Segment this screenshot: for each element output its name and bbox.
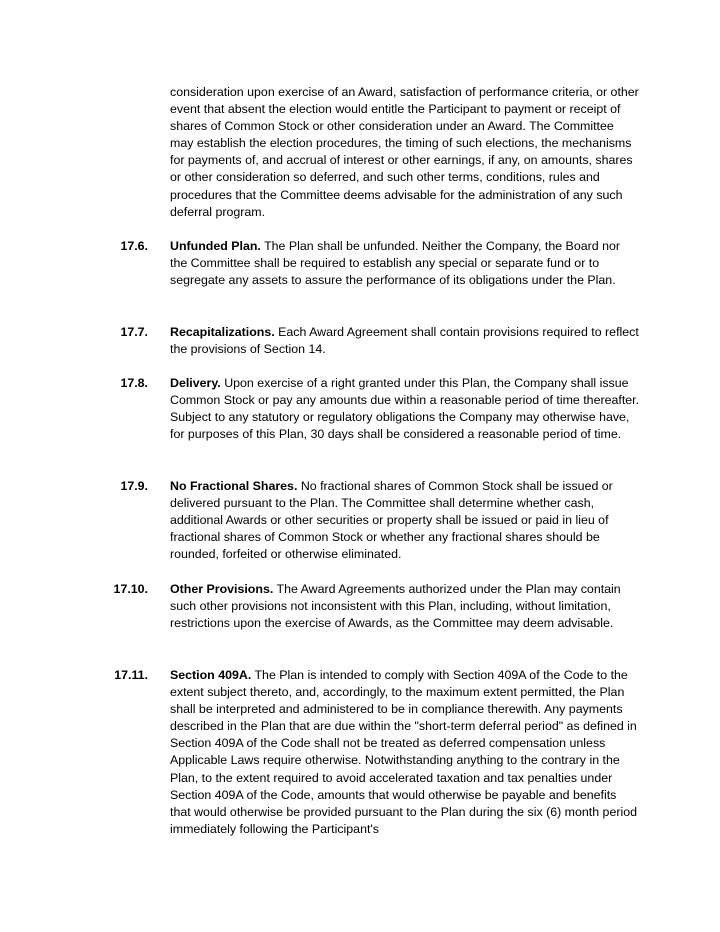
- section-paragraph: [170, 324, 640, 358]
- section-heading: Other Provisions.: [170, 582, 274, 596]
- section-heading: Unfunded Plan.: [170, 239, 261, 253]
- section-paragraph: [170, 238, 640, 289]
- section-body: The Plan shall be unfunded. Neither the Company, the Board nor the Committee shall be required to establish any special or separate fund or to segregate any assets to assure the performance of its obligations under the Plan.: [170, 239, 620, 288]
- section-body: Each Award Agreement shall contain provisions required to reflect the provisions of Section 14.: [170, 325, 639, 357]
- section-paragraph: [170, 478, 640, 563]
- section-number: 17.9.: [120, 479, 148, 493]
- section-number: 17.11.: [114, 668, 148, 682]
- section-number: 17.6.: [120, 239, 148, 253]
- section-heading: Delivery.: [170, 376, 221, 390]
- section-number: 17.7.: [120, 325, 148, 339]
- continuation-paragraph: consideration upon exercise of an Award, satisfaction of performance criteria, or other event that absent the election would entitle the Participant to payment or receipt of shares of Common Stock or other consideration under an Award. The Committee may establish the election procedures, the timing of such elections, the mechanisms for payments of, and accrual of interest or other earnings, if any, on amounts, shares or other consideration so deferred, and such other terms, conditions, rules and procedures that the Committee deems advisable for the administration of any such deferral program.: [170, 85, 639, 219]
- section-paragraph: [170, 581, 640, 632]
- section-body: The Award Agreements authorized under the Plan may contain such other provisions not inconsistent with this Plan, including, without limitation, restrictions upon the exercise of Awards, as the Committee may deem advisable.: [170, 582, 621, 631]
- section-number: 17.8.: [120, 376, 148, 390]
- section-body: Upon exercise of a right granted under this Plan, the Company shall issue Common Stock or pay any amounts due within a reasonable period of time thereafter. Subject to any statutory or regulatory obligations the Company may otherwise have, for purposes of this Plan, 30 days shall be considered a reasonable period of time.: [170, 376, 640, 442]
- section-number: 17.10.: [113, 582, 148, 596]
- section-heading: Section 409A.: [170, 668, 252, 682]
- section-paragraph: [170, 375, 640, 443]
- section-body: No fractional shares of Common Stock shall be issued or delivered pursuant to the Plan. The Committee shall determine whether cash, additional Awards or other securities or property shall be issued or paid in lieu of fractional shares of Common Stock or whether any fractional shares should be rounded, forfeited or otherwise eliminated.: [170, 479, 613, 562]
- section-body: The Plan is intended to comply with Section 409A of the Code to the extent subject thereto, and, accordingly, to the maximum extent permitted, the Plan shall be interpreted and administered to be in compliance therewith. Any payments described in the Plan that are due within the "short-term deferral period" as defined in Section 409A of the Code shall not be treated as deferred compensation unless Applicable Laws require otherwise. Notwithstanding anything to the contrary in the Plan, to the extent required to avoid accelerated taxation and tax penalties under Section 409A of the Code, amounts that would otherwise be payable and benefits that would otherwise be provided pursuant to the Plan during the six (6) month period immediately following the Participant's: [170, 668, 637, 836]
- section-heading: No Fractional Shares.: [170, 479, 298, 493]
- section-paragraph: [170, 667, 640, 838]
- section-heading: Recapitalizations.: [170, 325, 275, 339]
